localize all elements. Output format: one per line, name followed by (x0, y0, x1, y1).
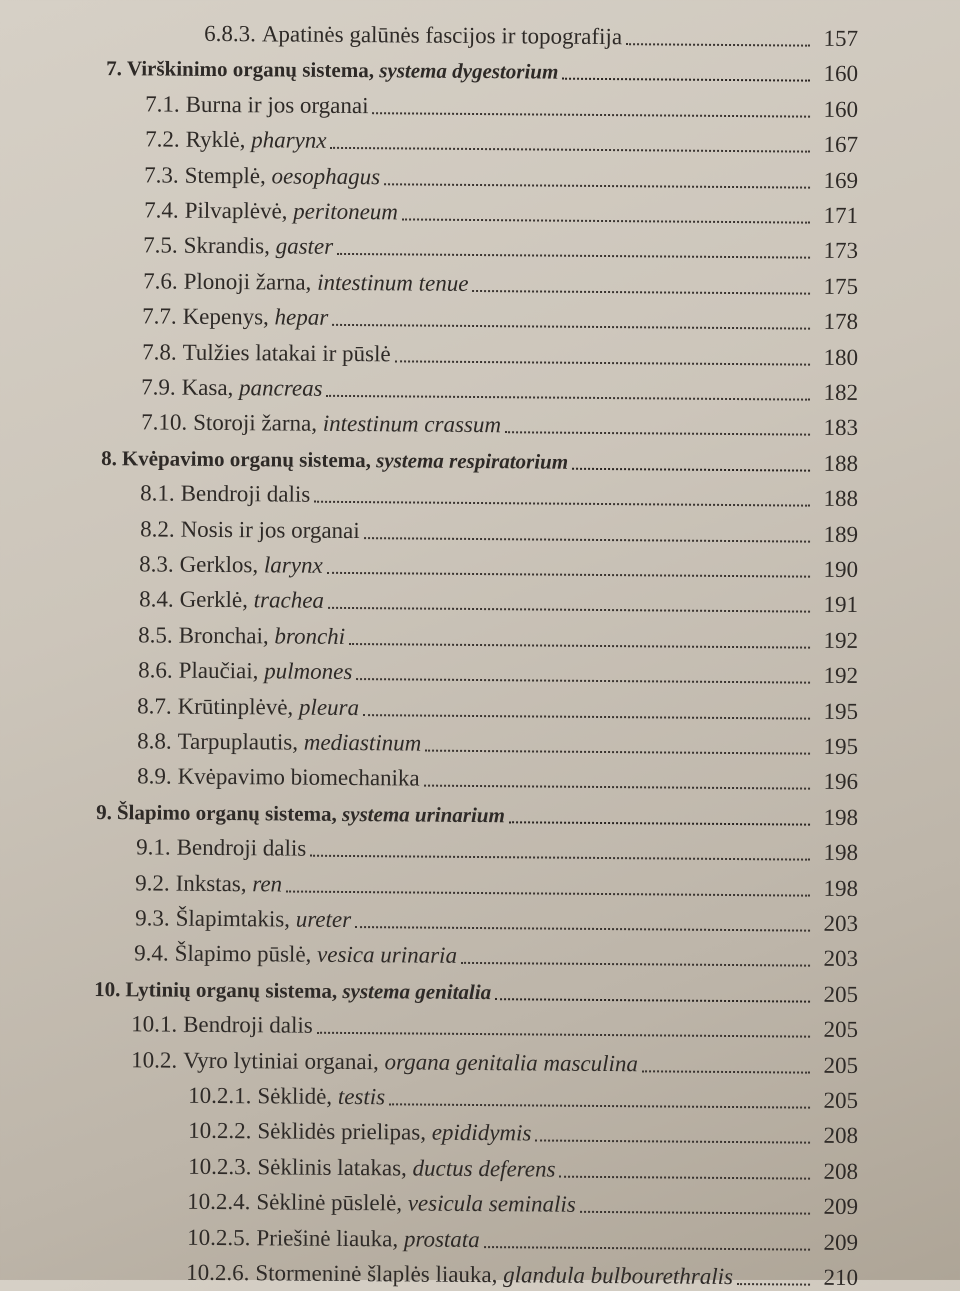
toc-page-number: 198 (823, 875, 859, 901)
toc-entry-number: 10.2.6. (186, 1259, 250, 1286)
toc-entry-title (175, 941, 458, 969)
toc-entry-number: 6.8.3. (204, 20, 256, 47)
toc-entry-number: 9. (96, 799, 112, 824)
toc-entry-latin-term: pulmones (264, 658, 353, 685)
dot-leader (332, 324, 810, 330)
toc-entry-lithuanian-title: Sėklidė, (257, 1083, 338, 1109)
toc-page-number: 205 (823, 1087, 859, 1113)
toc-entry-lithuanian-title: Storoji žarna, (193, 410, 323, 437)
dot-leader (559, 1175, 810, 1179)
toc-entry-number: 7.5. (143, 232, 178, 259)
toc-section-row (188, 1110, 858, 1149)
toc-entry-number: 8.1. (140, 480, 175, 506)
toc-entry-number: 10.2.5. (187, 1224, 251, 1250)
toc-entry-latin-term: bronchi (274, 623, 346, 649)
toc-page-number: 173 (823, 238, 859, 264)
dot-leader (330, 147, 810, 153)
toc-entry-lithuanian-title: Stormeninė šlaplės liauka, (255, 1260, 504, 1288)
toc-section-row (140, 473, 858, 513)
toc-chapter-row (96, 791, 858, 831)
toc-entry-title (117, 799, 505, 828)
toc-section-row (204, 13, 858, 52)
toc-entry-lithuanian-title: Priešinė liauka, (256, 1224, 405, 1252)
toc-entry-number: 10. (94, 976, 121, 1002)
dot-leader (505, 432, 810, 436)
toc-entry-latin-term: ren (252, 870, 283, 897)
toc-section-row (131, 1039, 858, 1079)
dot-leader (286, 890, 810, 896)
toc-entry-latin-term: ureter (295, 906, 352, 933)
toc-entry-latin-term: systema urinarium (341, 801, 505, 828)
toc-entry-lithuanian-title: Nosis ir jos organai (180, 516, 360, 543)
toc-entry-title (180, 552, 323, 579)
toc-entry-latin-term: ductus deferens (412, 1155, 556, 1182)
toc-entry-latin-term: pharynx (251, 127, 327, 154)
dot-leader (484, 1246, 810, 1251)
toc-entry-lithuanian-title: Bendroji dalis (176, 834, 307, 861)
dot-leader (626, 43, 810, 46)
dot-leader (356, 678, 810, 684)
dot-leader (372, 112, 810, 117)
toc-entry-title (257, 1119, 531, 1147)
toc-section-row (137, 720, 858, 760)
toc-entry-number: 7.6. (143, 268, 178, 294)
toc-entry-lithuanian-title: Tulžies latakai ir pūslė (182, 339, 391, 366)
toc-section-row (135, 897, 858, 937)
toc-page-number: 209 (823, 1193, 859, 1220)
dot-leader (314, 501, 810, 507)
toc-page-number: 183 (823, 415, 859, 441)
toc-entry-number: 9.2. (135, 869, 170, 896)
toc-entry-lithuanian-title: Bronchai, (178, 622, 275, 649)
dot-leader (395, 360, 810, 365)
toc-section-row (140, 508, 858, 548)
toc-page-number: 208 (823, 1158, 859, 1184)
toc-entry-lithuanian-title: Gerklė, (179, 587, 254, 613)
toc-entry-latin-term: intestinum tenue (317, 269, 469, 296)
toc-entry-number: 7.7. (142, 303, 177, 329)
toc-entry-lithuanian-title: Inkstas, (175, 870, 253, 896)
toc-page-number: 203 (823, 946, 859, 972)
toc-section-row (143, 260, 858, 300)
toc-entry-latin-term: pleura (298, 694, 360, 720)
toc-entry-title (185, 162, 381, 190)
toc-entry-latin-term: prostata (403, 1226, 480, 1252)
toc-entry-title (183, 339, 391, 367)
toc-entry-title (182, 375, 323, 402)
toc-entry-title (184, 269, 469, 297)
toc-entry-number: 8.4. (139, 586, 174, 613)
toc-entry-lithuanian-title: Sėklidės prielipas, (257, 1118, 432, 1146)
toc-page-number: 191 (823, 592, 859, 618)
toc-page-number: 188 (823, 485, 859, 512)
toc-page-number: 175 (823, 273, 859, 299)
toc-entry-number: 10.2.4. (187, 1188, 251, 1215)
toc-entry-title (180, 587, 325, 614)
toc-section-row (139, 579, 858, 619)
toc-entry-lithuanian-title: Lytinių organų sistema, (125, 977, 343, 1003)
toc-entry-lithuanian-title: Skrandis, (183, 233, 276, 259)
dot-leader (425, 750, 810, 755)
toc-entry-number: 7.8. (142, 338, 177, 365)
toc-entry-number: 8.8. (137, 728, 172, 754)
toc-page-number: 195 (823, 698, 859, 724)
dot-leader (737, 1283, 810, 1286)
toc-page-number: 209 (823, 1229, 859, 1255)
toc-entry-number: 7.10. (141, 409, 188, 436)
toc-page-number: 167 (823, 131, 859, 158)
toc-entry-lithuanian-title: Burna ir jos organai (185, 91, 369, 118)
dot-leader (424, 785, 810, 790)
toc-section-row (141, 366, 858, 406)
toc-entry-title (186, 92, 369, 119)
toc-entry-lithuanian-title: Krūtinplėvė, (177, 693, 300, 720)
toc-section-row (138, 650, 858, 690)
toc-entry-number: 10.2.3. (188, 1153, 252, 1180)
dot-leader (461, 962, 810, 967)
dot-leader (402, 218, 810, 223)
toc-page-number: 189 (823, 521, 859, 547)
toc-entry-title (186, 127, 327, 154)
dot-leader (317, 1032, 810, 1038)
toc-entry-lithuanian-title: Kvėpavimo organų sistema, (121, 446, 377, 473)
toc-chapter-row (101, 437, 858, 477)
toc-page-number: 192 (823, 627, 859, 653)
toc-page-number: 160 (823, 61, 859, 87)
dot-leader (580, 1211, 810, 1215)
toc-entry-number: 7. (106, 56, 122, 81)
toc-entry-lithuanian-title: Šlapimo pūslė, (174, 941, 318, 968)
toc-entry-title (179, 658, 353, 685)
toc-page-number: 205 (823, 981, 859, 1007)
toc-entry-latin-term: vesica urinaria (317, 942, 458, 969)
toc-section-row (131, 1003, 858, 1043)
toc-section-row (188, 1075, 858, 1114)
toc-entry-number: 8.3. (139, 551, 174, 577)
dot-leader (535, 1140, 810, 1144)
toc-section-row (141, 402, 858, 442)
toc-entry-number: 9.1. (136, 834, 171, 860)
dot-leader (327, 572, 810, 578)
toc-entry-lithuanian-title: Tarpuplautis, (177, 728, 304, 755)
toc-entry-latin-term: gaster (275, 233, 334, 260)
toc-page-number: 188 (823, 450, 859, 476)
toc-entry-title (256, 1189, 576, 1218)
dot-leader (328, 607, 810, 613)
toc-entry-title (257, 1083, 385, 1110)
toc-entry-lithuanian-title: Kepenys, (182, 303, 275, 330)
toc-page-number: 180 (823, 344, 859, 370)
toc-entry-number: 8.2. (140, 515, 175, 542)
toc-entry-lithuanian-title: Gerklos, (179, 551, 265, 578)
dot-leader (562, 78, 810, 82)
toc-entry-title (262, 21, 622, 50)
toc-entry-lithuanian-title: Stemplė, (184, 162, 272, 188)
toc-page-number: 196 (823, 769, 859, 795)
toc-entry-lithuanian-title: Bendroji dalis (183, 1011, 313, 1038)
dot-leader (495, 998, 810, 1002)
toc-entry-number: 8.6. (138, 657, 173, 683)
toc-entry-latin-term: vesicula seminalis (407, 1190, 576, 1217)
toc-entry-latin-term: hepar (274, 304, 329, 331)
dot-leader (349, 643, 810, 649)
toc-page-number: 205 (823, 1052, 859, 1078)
toc-section-row (137, 756, 858, 796)
toc-entry-lithuanian-title: Virškinimo organų sistema, (126, 56, 380, 83)
toc-entry-title (178, 764, 420, 792)
toc-entry-title (127, 56, 559, 85)
toc-entry-latin-term: glandula bulbourethralis (503, 1262, 734, 1290)
dot-leader (572, 468, 810, 472)
toc-entry-title (125, 976, 491, 1005)
toc-entry-latin-term: larynx (263, 552, 323, 578)
dot-leader (642, 1070, 810, 1073)
toc-entry-lithuanian-title: Apatinės galūnės fascijos ir topografija (261, 21, 623, 50)
toc-page-number: 205 (823, 1016, 859, 1043)
toc-entry-latin-term: oesophagus (271, 162, 381, 189)
toc-entry-number: 7.9. (141, 374, 176, 400)
toc-entry-number: 10.2. (131, 1046, 178, 1073)
toc-entry-title (122, 445, 568, 475)
toc-entry-lithuanian-title: Šlapimo organų sistema, (116, 799, 343, 826)
toc-page-number: 171 (823, 202, 859, 229)
toc-entry-title (181, 516, 360, 543)
toc-entry-lithuanian-title: Bendroji dalis (180, 480, 311, 507)
toc-entry-latin-term: trachea (253, 587, 325, 614)
toc-entry-number: 8.7. (137, 692, 172, 719)
toc-entry-title (185, 198, 399, 226)
toc-entry-lithuanian-title: Kvėpavimo biomechanika (177, 764, 420, 791)
toc-section-row (134, 933, 858, 973)
toc-entry-title (183, 1047, 638, 1077)
toc-entry-number: 7.1. (145, 91, 180, 117)
toc-section-row (142, 331, 858, 371)
toc-entry-number: 9.3. (135, 905, 170, 931)
toc-entry-title (181, 481, 311, 508)
toc-page-number: 198 (823, 804, 859, 830)
toc-page-number: 178 (823, 308, 859, 335)
toc-entry-lithuanian-title: Plonoji žarna, (183, 268, 318, 295)
dot-leader (384, 183, 810, 188)
toc-entry-number: 10.2.1. (188, 1082, 252, 1109)
toc-entry-latin-term: testis (337, 1083, 386, 1110)
toc-entry-title (177, 835, 307, 862)
toc-entry-latin-term: intestinum crassum (322, 411, 502, 438)
toc-entry-title (256, 1225, 480, 1253)
toc-page-number: 157 (823, 25, 859, 52)
toc-section-row (145, 83, 858, 123)
toc-entry-number: 8.9. (137, 763, 172, 789)
toc-entry-title (193, 410, 501, 438)
dot-leader (355, 926, 810, 932)
toc-entry-lithuanian-title: Plaučiai, (178, 657, 265, 684)
toc-entry-latin-term: epididymis (431, 1120, 532, 1146)
toc-entry-title (176, 906, 352, 933)
toc-section-row (136, 827, 858, 867)
toc-entry-latin-term: organa genitalia masculina (384, 1048, 639, 1076)
toc-entry-number: 7.3. (144, 161, 179, 188)
toc-entry-title (179, 622, 346, 649)
toc-section-row (137, 685, 858, 725)
toc-entry-title (183, 1012, 313, 1039)
dot-leader (327, 395, 811, 401)
toc-chapter-row (94, 968, 858, 1008)
dot-leader (364, 537, 810, 543)
toc-entry-latin-term: mediastinum (303, 729, 422, 756)
toc-section-row (144, 154, 858, 194)
toc-entry-latin-term: pancreas (239, 375, 323, 401)
toc-entry-lithuanian-title: Ryklė, (185, 126, 252, 153)
toc-section-row (138, 614, 858, 654)
toc-section-row (145, 119, 858, 159)
toc-entry-number: 8. (101, 445, 117, 470)
toc-page-number: 208 (823, 1123, 859, 1149)
toc-entry-title (178, 729, 422, 757)
toc-entry-lithuanian-title: Sėklinė pūslelė, (256, 1189, 408, 1216)
toc-entry-lithuanian-title: Šlapimtakis, (175, 905, 296, 932)
toc-entry-number: 10.1. (131, 1011, 178, 1037)
dot-leader (337, 253, 810, 259)
toc-entry-lithuanian-title: Kasa, (181, 374, 240, 401)
toc-entry-title (255, 1260, 733, 1290)
dot-leader (472, 290, 810, 295)
toc-entry-number: 7.2. (145, 126, 180, 152)
toc-entry-latin-term: systema dygestorium (379, 58, 559, 85)
toc-entry-number: 8.5. (138, 622, 173, 648)
dot-leader (310, 855, 810, 861)
toc-page-number: 210 (823, 1264, 859, 1290)
toc-entry-title (178, 693, 360, 720)
toc-page-number: 192 (823, 662, 859, 689)
toc-entry-title (183, 304, 329, 331)
toc-page-number: 203 (823, 910, 859, 937)
toc-chapter-row (106, 47, 858, 87)
toc-page-number: 182 (823, 379, 859, 406)
toc-entry-lithuanian-title: Pilvaplėvė, (184, 197, 294, 224)
dot-leader (509, 821, 810, 825)
toc-entry-latin-term: systema respiratorium (376, 448, 569, 474)
toc-section-row (139, 543, 858, 583)
toc-section-row (144, 189, 858, 229)
toc-entry-latin-term: peritoneum (293, 198, 399, 225)
toc-page-number: 169 (823, 167, 859, 193)
toc-section-row (142, 296, 858, 336)
toc-section-row (187, 1181, 858, 1220)
toc-entry-latin-term: systema genitalia (342, 978, 492, 1004)
toc-entry-number: 9.4. (134, 940, 169, 966)
dot-leader (389, 1103, 810, 1108)
toc-entry-lithuanian-title: Sėklinis latakas, (257, 1154, 413, 1181)
toc-section-row (143, 225, 858, 265)
toc-page-number: 190 (823, 556, 859, 583)
toc-entry-title (184, 233, 334, 260)
toc-entry-number: 7.4. (144, 197, 179, 223)
toc-section-row (187, 1216, 858, 1255)
toc-page-number: 198 (823, 839, 859, 866)
toc-section-row (186, 1252, 858, 1291)
toc-section-row (188, 1146, 858, 1185)
toc-page-number: 160 (823, 96, 859, 122)
toc-entry-lithuanian-title: Vyro lytiniai organai, (183, 1047, 385, 1074)
toc-entry-title (176, 870, 283, 897)
toc-page-number: 195 (823, 733, 859, 760)
toc-entry-title (257, 1154, 555, 1182)
dot-leader (363, 714, 810, 720)
toc-entry-number: 10.2.2. (188, 1118, 252, 1144)
toc-section-row (135, 862, 858, 902)
